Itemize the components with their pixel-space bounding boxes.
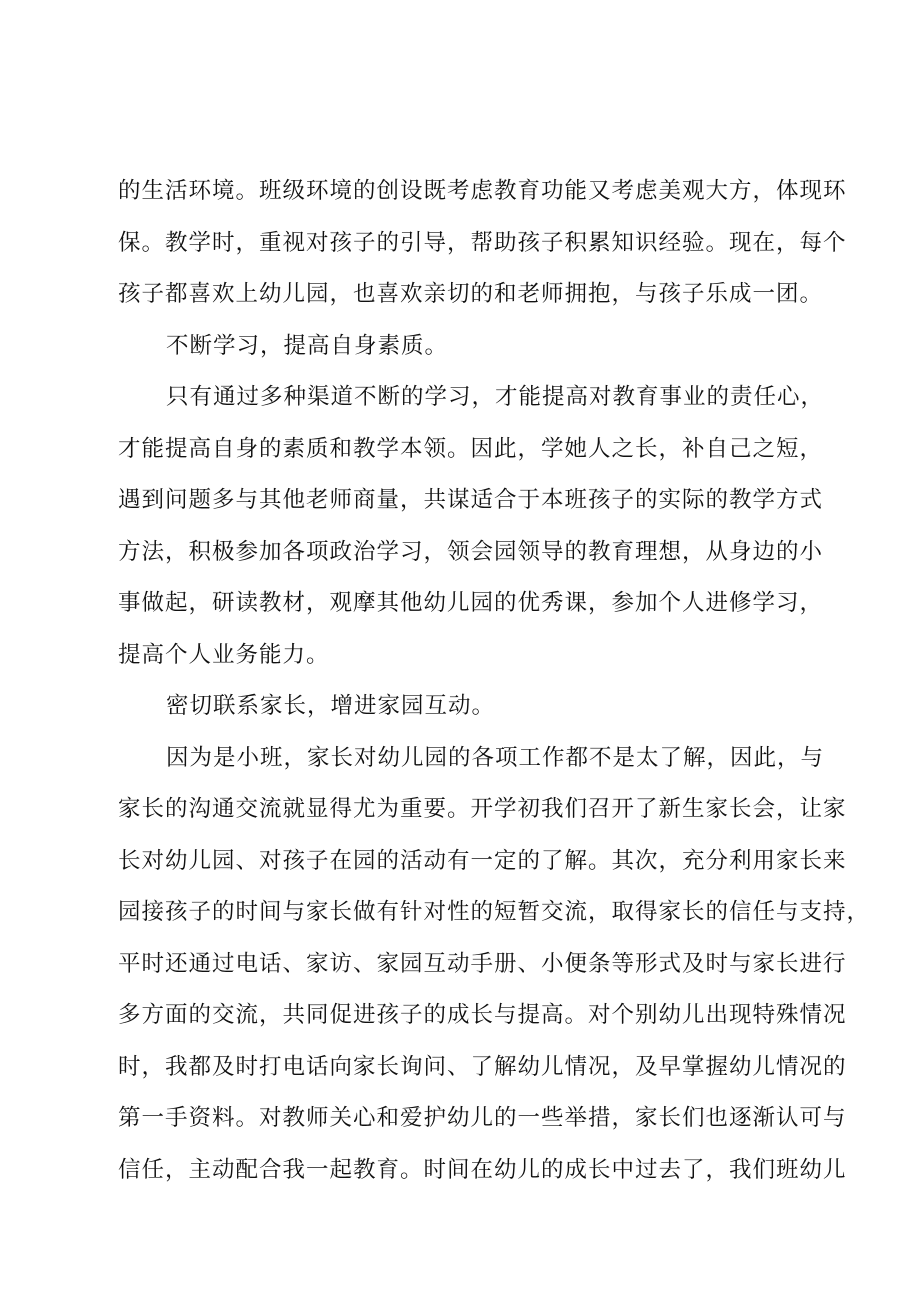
text-line: 提高个人业务能力。 [118,641,330,668]
body-text [118,166,871,1196]
text-line: 家长的沟通交流就显得尤为重要。开学初我们召开了新生家长会，让家 [118,796,847,822]
text-line: 时，我都及时打电话向家长询问、了解幼儿情况，及早掌握幼儿情况的 [118,1053,847,1080]
text-line: 的生活环境。班级环境的创设既考虑教育功能又考虑美观大方，体现环 [118,178,847,204]
text-line: 长对幼儿园、对孩子在园的活动有一定的了解。其次，充分利用家长来 [118,847,847,874]
text-line: 孩子都喜欢上幼儿园，也喜欢亲切的和老师拥抱，与孩子乐成一团。 [118,281,824,307]
text-line: 遇到问题多与其他老师商量，共谋适合于本班孩子的实际的教学方式 [118,487,824,513]
section-heading: 不断学习，提高自身素质。 [166,332,449,359]
text-line: 信任，主动配合我一起教育。时间在幼儿的成长中过去了，我们班幼儿 [118,1156,847,1183]
text-line: 事做起，研读教材，观摩其他幼儿园的优秀课，参加个人进修学习， [118,590,824,616]
text-line: 园接孩子的时间与家长做有针对性的短暂交流，取得家长的信任与支持， [118,899,871,925]
section-heading: 密切联系家长，增进家园互动。 [166,693,496,719]
paragraph-start: 只有通过多种渠道不断的学习，才能提高对教育事业的责任心， [166,384,825,410]
text-line: 第一手资料。对教师关心和爱护幼儿的一些举措，家长们也逐渐认可与 [118,1105,847,1131]
text-line: 多方面的交流，共同促进孩子的成长与提高。对个别幼儿出现特殊情况 [118,1002,847,1028]
paragraph-start: 因为是小班，家长对幼儿园的各项工作都不是太了解，因此，与 [166,744,825,771]
text-line: 方法，积极参加各项政治学习，领会园领导的教育理想，从身边的小 [118,538,824,565]
text-line: 平时还通过电话、家访、家园互动手册、小便条等形式及时与家长进行 [118,950,847,977]
text-line: 保。教学时，重视对孩子的引导，帮助孩子积累知识经验。现在，每个 [118,229,847,256]
text-line: 才能提高自身的素质和教学本领。因此，学她人之长，补自己之短， [118,435,824,462]
